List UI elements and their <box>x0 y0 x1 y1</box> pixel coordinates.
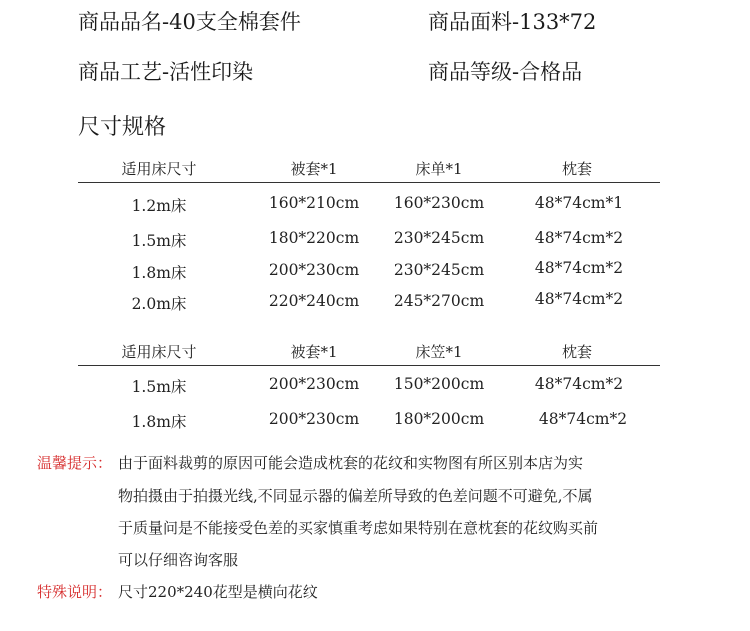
header-duvet-cover: 被套*1 <box>290 343 338 361</box>
warm-tip-line: 于质量问是不能接受色差的买家慎重考虑如果特别在意枕套的花纹购买前 <box>118 519 599 537</box>
header-pillowcase: 枕套 <box>561 343 592 361</box>
size-spec-title: 尺寸规格 <box>78 115 167 140</box>
bed-size-cell: 1.8m床 <box>131 413 187 431</box>
warm-tip-line: 由于面料裁剪的原因可能会造成枕套的花纹和实物图有所区别本店为实 <box>118 454 584 472</box>
spec-craft: 商品工艺-活性印染 <box>78 60 254 84</box>
bed-size-cell: 1.8m床 <box>131 264 187 282</box>
header-bed-size: 适用床尺寸 <box>121 160 197 178</box>
pillow-cell: 48*74cm*2 <box>534 229 624 247</box>
warm-tip-line: 可以仔细咨询客服 <box>118 551 239 569</box>
table-2-header-rule <box>78 365 660 366</box>
pillow-cell: 48*74cm*2 <box>534 290 624 308</box>
table-1-header-rule <box>78 182 660 183</box>
duvet-cell: 180*220cm <box>268 229 360 247</box>
bed-size-cell: 2.0m床 <box>131 295 187 313</box>
duvet-cell: 160*210cm <box>268 194 360 212</box>
spec-grade: 商品等级-合格品 <box>428 60 583 84</box>
duvet-cell: 200*230cm <box>268 261 360 279</box>
bed-size-cell: 1.2m床 <box>131 197 187 215</box>
spec-fabric: 商品面料-133*72 <box>428 10 597 34</box>
sheet-cell: 230*245cm <box>393 261 485 279</box>
warm-tip-line: 物拍摄由于拍摄光线,不同显示器的偏差所导致的色差问题不可避免,不属 <box>118 487 593 505</box>
duvet-cell: 200*230cm <box>268 375 360 393</box>
fitted-sheet-cell: 180*200cm <box>393 410 485 428</box>
duvet-cell: 220*240cm <box>268 292 360 310</box>
pillow-cell: 48*74cm*2 <box>534 259 624 277</box>
header-pillowcase: 枕套 <box>561 160 592 178</box>
pillow-cell: 48*74cm*1 <box>534 194 624 212</box>
special-note-label: 特殊说明： <box>37 583 113 601</box>
warm-tip-label: 温馨提示： <box>37 454 113 472</box>
bed-size-cell: 1.5m床 <box>131 378 187 396</box>
header-fitted-sheet: 床笠*1 <box>415 343 463 361</box>
sheet-cell: 230*245cm <box>393 229 485 247</box>
header-bed-size: 适用床尺寸 <box>121 343 197 361</box>
header-bed-sheet: 床单*1 <box>415 160 463 178</box>
bed-size-cell: 1.5m床 <box>131 232 187 250</box>
special-note-text: 尺寸220*240花型是横向花纹 <box>118 583 318 601</box>
pillow-cell: 48*74cm*2 <box>538 410 628 428</box>
pillow-cell: 48*74cm*2 <box>534 375 624 393</box>
sheet-cell: 245*270cm <box>393 292 485 310</box>
sheet-cell: 160*230cm <box>393 194 485 212</box>
header-duvet-cover: 被套*1 <box>290 160 338 178</box>
spec-product-name: 商品品名-40支全棉套件 <box>78 10 301 34</box>
duvet-cell: 200*230cm <box>268 410 360 428</box>
fitted-sheet-cell: 150*200cm <box>393 375 485 393</box>
